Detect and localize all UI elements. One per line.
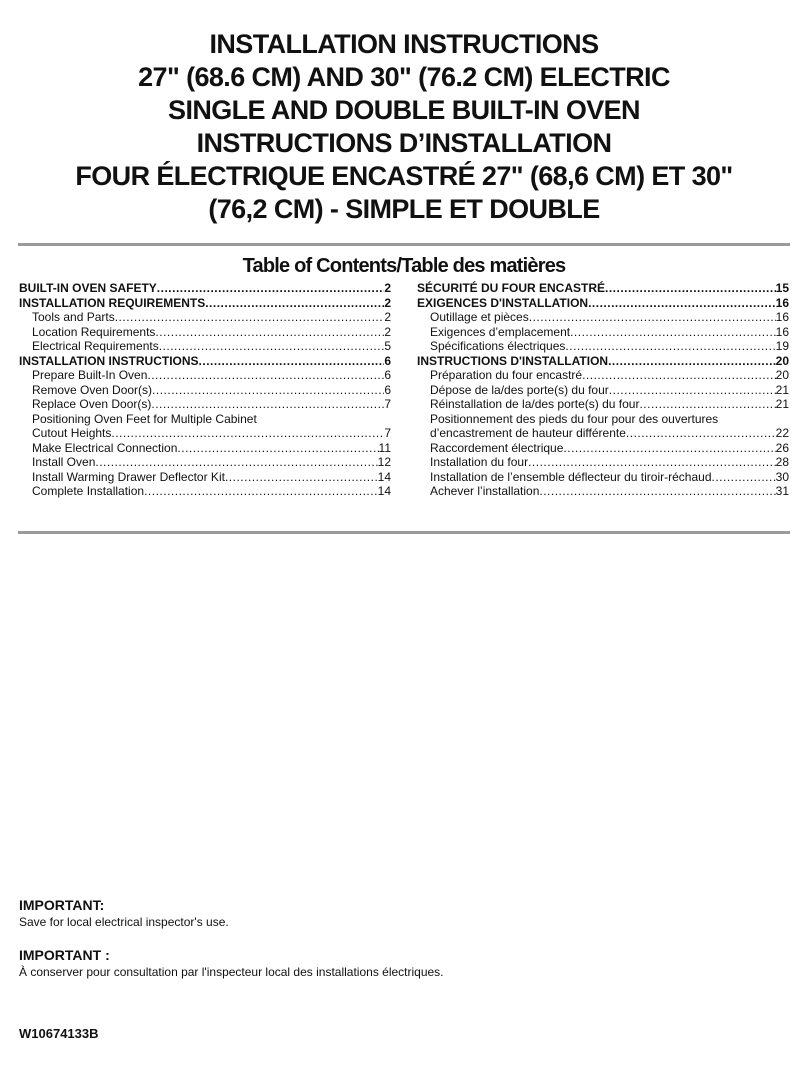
toc-entry [19,281,391,296]
toc-entry-label: EXIGENCES D'INSTALLATION [417,295,589,310]
toc-entry-label: Positioning Oven Feet for Multiple Cabinet [32,411,257,426]
toc-entry-label: Spécifications électriques [430,339,566,353]
toc-dot-leader [588,296,776,311]
toc-entry-label: BUILT-IN OVEN SAFETY [19,281,157,295]
toc-entry-label: Replace Oven Door(s) [32,397,152,411]
toc-entry-label: Dépose de la/des porte(s) du four [430,382,609,397]
toc-entry-label: Make Electrical Connection [32,440,178,455]
toc-dot-leader [111,426,384,441]
toc-dot-leader [95,455,377,470]
title-line-2: 27" (68.6 CM) AND 30" (76.2 CM) ELECTRIC [138,62,670,92]
title-line-1: INSTALLATION INSTRUCTIONS [209,29,599,59]
document-number: W10674133B [19,1026,99,1041]
toc-english-column [19,281,391,499]
toc-entry-page: 31 [775,484,789,498]
document-title [0,28,808,226]
toc-dot-leader [528,455,776,470]
toc-entry [19,441,391,456]
toc-dot-leader [157,281,385,296]
toc-dot-leader [582,368,776,383]
important-notice-english [19,896,229,930]
toc-entry [417,310,789,325]
toc-entry-label: Electrical Requirements [32,339,159,353]
toc-dot-leader [712,470,776,485]
toc-entry-page: 20 [775,368,789,382]
toc-entry [19,397,391,412]
toc-entry-page: 2 [384,295,391,310]
toc-entry-label: Préparation du four encastré [430,368,583,382]
toc-entry-label: Prepare Built-In Oven [32,368,148,382]
toc-dot-leader [155,325,384,340]
toc-entry-label: INSTRUCTIONS D'INSTALLATION [417,353,609,368]
title-line-3: SINGLE AND DOUBLE BUILT-IN OVEN [168,95,640,125]
toc-entry-label: SÉCURITÉ DU FOUR ENCASTRÉ [417,281,606,295]
toc-entry [417,426,789,441]
toc-entry-page: 21 [775,397,789,411]
toc-entry [417,368,789,383]
toc-entry-label: Installation du four [430,455,529,469]
toc-heading: Table of Contents/Table des matières [242,255,566,277]
toc-entry-page: 19 [775,339,789,353]
toc-entry-page: 11 [378,440,391,455]
toc-entry-page: 22 [775,426,789,440]
toc-french-column [417,281,789,499]
toc-entry-page: 6 [384,382,391,397]
toc-entry-page: 2 [384,281,391,295]
toc-entry-label: Achever l’installation [430,484,540,498]
top-divider [18,243,790,246]
toc-entry-page: 5 [384,339,391,353]
toc-dot-leader [539,484,775,499]
toc-dot-leader [177,441,378,456]
bottom-divider [18,531,790,534]
toc-dot-leader [159,339,385,354]
toc-entry [417,339,789,354]
toc-entry-label: Positionnement des pieds du four pour des ouvertures [430,411,719,426]
toc-entry-page: 20 [775,353,789,368]
toc-entry-label: Outillage et pièces [430,310,529,324]
toc-entry-label: Installation de l’ensemble déflecteur du tiroir-réchaud [430,469,712,484]
toc-dot-leader [199,354,385,369]
toc-entry-label: Install Warming Drawer Deflector Kit [32,469,225,484]
toc-entry-page: 2 [384,310,391,324]
toc-entry [19,412,391,427]
toc-entry [19,470,391,485]
toc-entry [19,426,391,441]
toc-entry-label: Remove Oven Door(s) [32,382,153,397]
toc-entry [19,455,391,470]
title-line-4: INSTRUCTIONS D’INSTALLATION [196,128,612,158]
toc-entry-label: INSTALLATION REQUIREMENTS [19,295,206,310]
important-notice-french [19,946,444,980]
toc-entry [417,455,789,470]
toc-entry [19,325,391,340]
toc-entry-page: 6 [384,368,391,382]
toc-entry-label: Raccordement électrique [430,440,564,455]
toc-entry [19,339,391,354]
toc-entry-label: Complete Installation [32,484,145,498]
toc-entry [417,383,789,398]
toc-entry [417,397,789,412]
important-heading: IMPORTANT : [19,947,110,963]
toc-entry [19,354,391,369]
toc-entry-page: 2 [384,324,391,339]
toc-dot-leader [639,397,775,412]
toc-entry [417,281,789,296]
toc-dot-leader [225,470,378,485]
toc-dot-leader [152,383,384,398]
title-line-5: FOUR ÉLECTRIQUE ENCASTRÉ 27" (68,6 CM) ET 30" [75,161,733,191]
toc-dot-leader [529,310,776,325]
toc-entry [417,470,789,485]
toc-dot-leader [565,339,775,354]
important-text: À conserver pour consultation par l'inspecteur local des installations électriques. [19,965,444,979]
toc-entry-label: Exigences d’emplacement [430,324,571,339]
toc-dot-leader [151,397,384,412]
toc-entry-label: Réinstallation de la/des porte(s) du four [430,397,640,411]
toc-entry-page: 26 [775,440,789,455]
toc-entry-page: 30 [775,469,789,484]
toc-dot-leader [570,325,776,340]
title-line-6: (76,2 CM) - SIMPLE ET DOUBLE [208,194,600,224]
toc-entry-label: Cutout Heights [32,426,112,440]
toc-entry-page: 14 [377,484,391,498]
toc-entry-page: 6 [384,353,391,368]
toc-entry-page: 16 [775,310,789,324]
toc-entry [417,412,789,427]
toc-entry-page: 7 [384,397,391,411]
toc-entry [19,368,391,383]
toc-entry [417,484,789,499]
toc-entry [417,354,789,369]
toc-dot-leader [115,310,385,325]
toc-entry-page: 14 [377,469,391,484]
toc-entry-page: 16 [775,295,789,310]
toc-entry-page: 7 [384,426,391,440]
toc-dot-leader [563,441,775,456]
toc-entry [19,383,391,398]
toc-dot-leader [605,281,776,296]
toc-entry [19,310,391,325]
toc-entry [417,325,789,340]
toc-entry-label: Tools and Parts [32,310,115,324]
toc-entry [417,296,789,311]
toc-dot-leader [147,368,384,383]
toc-entry [417,441,789,456]
toc-entry [19,484,391,499]
toc-dot-leader [144,484,378,499]
toc-entry-page: 28 [775,455,789,469]
toc-entry-page: 12 [377,455,391,469]
toc-dot-leader [608,354,776,369]
important-heading: IMPORTANT: [19,897,105,913]
toc-entry-page: 21 [775,382,789,397]
important-text: Save for local electrical inspector's use. [19,915,229,929]
toc-entry [19,296,391,311]
toc-entry-label: Location Requirements [32,324,156,339]
toc-entry-page: 16 [775,324,789,339]
toc-dot-leader [609,383,776,398]
toc-entry-label: d’encastrement de hauteur différente [430,426,626,440]
toc-entry-label: Install Oven [32,455,96,469]
toc-dot-leader [626,426,776,441]
toc-entry-label: INSTALLATION INSTRUCTIONS [19,353,199,368]
toc-entry-page: 15 [775,281,789,295]
toc-dot-leader [205,296,384,311]
